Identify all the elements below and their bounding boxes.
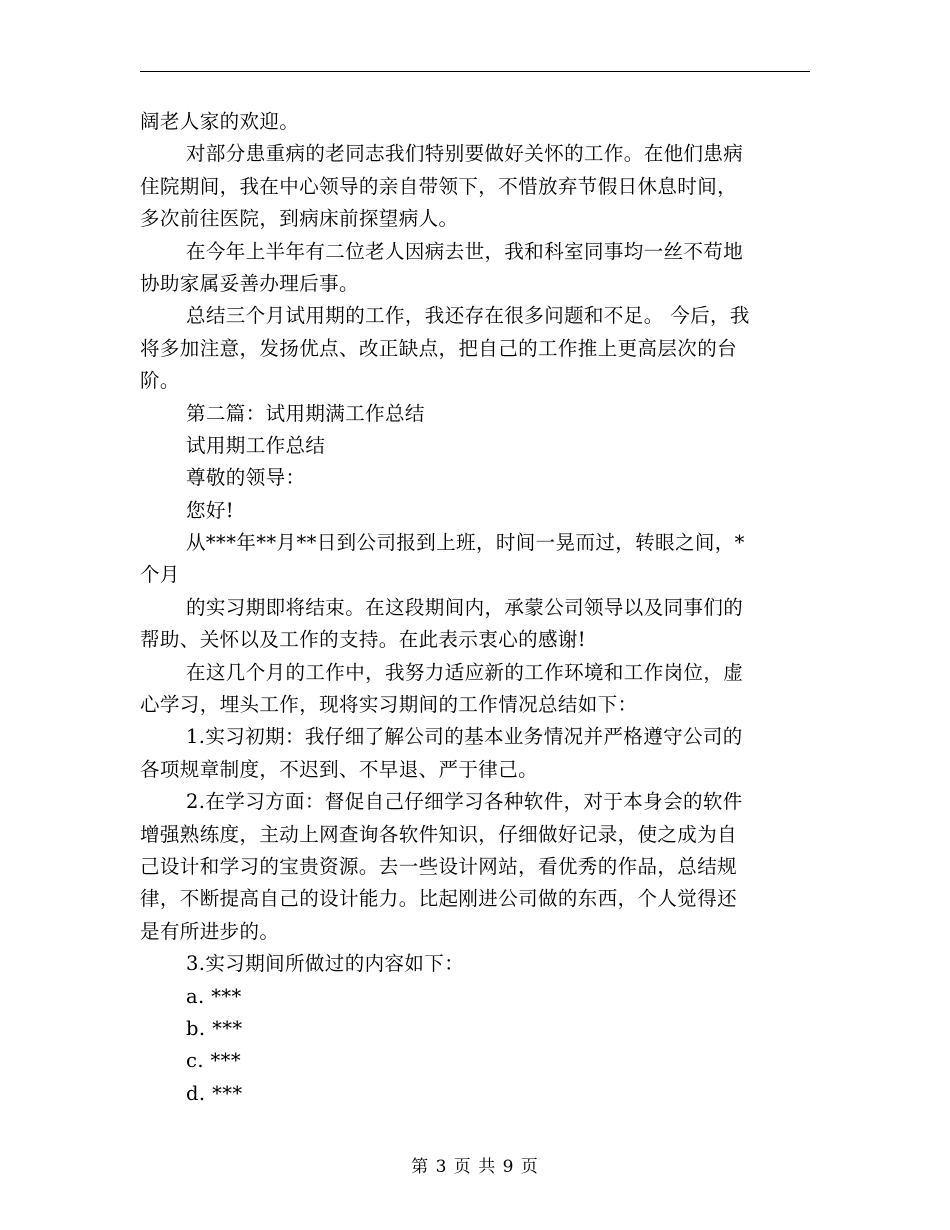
- text-line: 在这几个月的工作中，我努力适应新的工作环境和工作岗位，虚: [186, 660, 744, 684]
- text-line: 将多加注意，发扬优点、改正缺点，把自己的工作推上更高层次的台: [140, 336, 738, 360]
- text-line: 阶。: [140, 369, 180, 393]
- text-line: b. ***: [186, 1016, 243, 1040]
- text-line: 2.在学习方面：督促自己仔细学习各种软件，对于本身会的软件: [186, 790, 743, 814]
- text-line: 住院期间，我在中心领导的亲自带领下，不惜放弃节假日休息时间，: [140, 174, 738, 198]
- text-line: a. ***: [186, 984, 242, 1008]
- text-line: 是有所进步的。: [140, 919, 280, 943]
- text-line: 各项规章制度，不迟到、不早退、严于律己。: [140, 757, 539, 781]
- text-line: 1.实习初期：我仔细了解公司的基本业务情况并严格遵守公司的: [186, 725, 743, 749]
- text-line: 第二篇：试用期满工作总结: [186, 401, 425, 425]
- text-line: 在今年上半年有二位老人因病去世，我和科室同事均一丝不苟地: [186, 239, 744, 263]
- text-line: 试用期工作总结: [186, 433, 326, 457]
- page-footer: 第 3 页 共 9 页: [411, 1157, 539, 1177]
- text-line: 3.实习期间所做过的内容如下：: [186, 952, 465, 976]
- text-line: 您好!: [186, 498, 235, 522]
- text-line: c. ***: [186, 1049, 241, 1073]
- text-line: 己设计和学习的宝贵资源。去一些设计网站，看优秀的作品，总结规: [140, 854, 738, 878]
- document-body: [140, 106, 812, 1110]
- text-line: 协助家属妥善办理后事。: [140, 271, 359, 295]
- text-line: 个月: [140, 563, 180, 587]
- text-line: 尊敬的领导：: [186, 466, 306, 490]
- text-line: 心学习，埋头工作，现将实习期间的工作情况总结如下：: [140, 693, 638, 717]
- text-line: 阔老人家的欢迎。: [140, 110, 300, 133]
- text-line: 对部分患重病的老同志我们特别要做好关怀的工作。在他们患病: [186, 142, 744, 166]
- text-line: 从***年**月**日到公司报到上班，时间一晃而过，转眼之间，*: [186, 531, 745, 555]
- text-line: 多次前往医院，到病床前探望病人。: [140, 207, 459, 231]
- text-line: 律，不断提高自己的设计能力。比起刚进公司做的东西，个人觉得还: [140, 887, 738, 911]
- text-line: 帮助、关怀以及工作的支持。在此表示衷心的感谢!: [140, 628, 587, 652]
- text-line: 总结三个月试用期的工作，我还存在很多问题和不足。 今后，我: [186, 304, 750, 328]
- text-line: d. ***: [186, 1081, 243, 1105]
- text-line: 增强熟练度，主动上网查询各软件知识，仔细做好记录，使之成为自: [140, 822, 738, 846]
- text-line: 的实习期即将结束。在这段期间内，承蒙公司领导以及同事们的: [186, 595, 744, 619]
- header-rule: [140, 71, 810, 72]
